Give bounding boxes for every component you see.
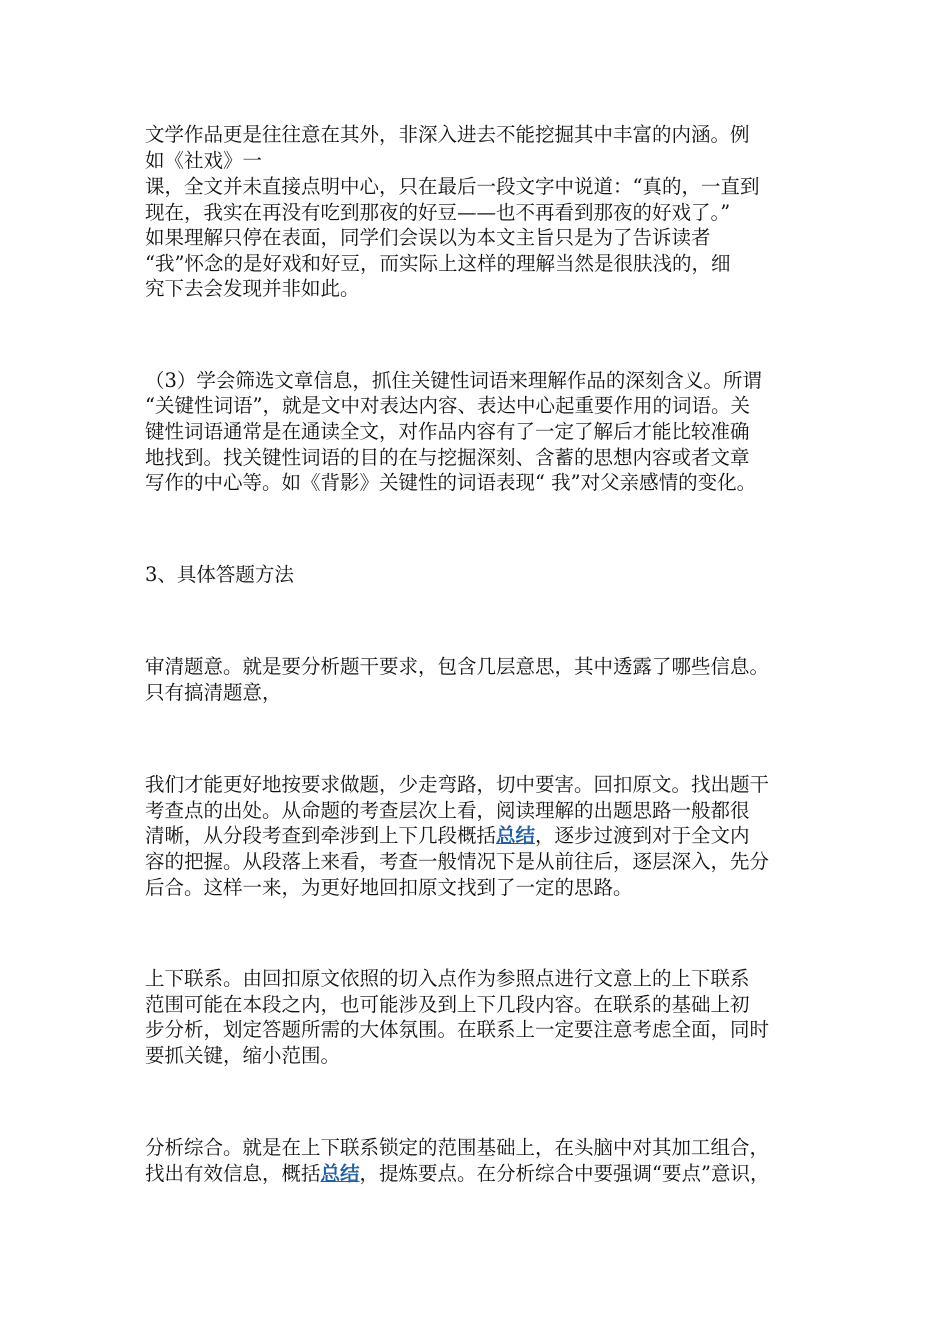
paragraph-line: “关键性词语”，就是文中对表达内容、表达中心起重要作用的词语。关	[145, 394, 750, 417]
paragraph-line: 分析综合。就是在上下联系锁定的范围基础上，在头脑中对其加工组合，	[145, 1136, 770, 1159]
summary-link[interactable]: 总结	[496, 824, 536, 847]
paragraph-line: 范围可能在本段之内，也可能涉及到上下几段内容。在联系的基础上初	[145, 993, 750, 1016]
paragraph-line: 我们才能更好地按要求做题，少走弯路，切中要害。回扣原文。找出题干	[145, 773, 770, 796]
line-text: ，逐步过渡到对于全文内	[535, 824, 750, 847]
paragraph-line: 审清题意。就是要分析题干要求，包含几层意思，其中透露了哪些信息。	[145, 655, 770, 678]
paragraph-line: 写作的中心等。如《背影》关键性的词语表现“ 我”对父亲感情的变化。	[145, 471, 757, 494]
line-text: 清晰，从分段考查到牵涉到上下几段概括	[145, 824, 497, 847]
paragraph-line: 键性词语通常是在通读全文，对作品内容有了一定了解后才能比较准确	[145, 420, 750, 443]
paragraph-line: 容的把握。从段落上来看，考查一般情况下是从前往后，逐层深入，先分	[145, 850, 770, 873]
paragraph-line: 考查点的出处。从命题的考查层次上看，阅读理解的出题思路一般都很	[145, 799, 750, 822]
paragraph-line: 究下去会发现并非如此。	[145, 277, 360, 300]
paragraph-line: 要抓关键，缩小范围。	[145, 1044, 341, 1067]
paragraph-line: （3）学会筛选文章信息，抓住关键性词语来理解作品的深刻含义。所谓	[145, 369, 762, 392]
paragraph-line: 文学作品更是往往意在其外，非深入进去不能挖掘其中丰富的内涵。例	[145, 123, 750, 146]
paragraph-line: 只有搞清题意，	[145, 681, 282, 704]
paragraph-line: 步分析，划定答题所需的大体氛围。在联系上一定要注意考虑全面，同时	[145, 1018, 770, 1041]
section-heading: 3、具体答题方法	[145, 563, 294, 586]
paragraph-line: 如《社戏》一	[145, 149, 263, 172]
line-text: 找出有效信息，概括	[145, 1162, 321, 1185]
paragraph-line: 地找到。找关键性词语的目的在与挖掘深刻、含蓄的思想内容或者文章	[145, 446, 750, 469]
paragraph-line: 现在，我实在再没有吃到那夜的好豆——也不再看到那夜的好戏了。”	[145, 201, 731, 224]
paragraph-line: 上下联系。由回扣原文依照的切入点作为参照点进行文意上的上下联系	[145, 967, 750, 990]
paragraph-line	[145, 1162, 769, 1186]
paragraph-line: “我”怀念的是好戏和好豆，而实际上这样的理解当然是很肤浅的，细	[145, 252, 731, 275]
paragraph-line: 后合。这样一来，为更好地回扣原文找到了一定的思路。	[145, 876, 633, 899]
paragraph-line: 课，全文并未直接点明中心，只在最后一段文字中说道：“真的，一直到	[145, 175, 760, 198]
summary-link[interactable]: 总结	[320, 1162, 360, 1185]
paragraph-line	[145, 824, 750, 848]
line-text: ，提炼要点。在分析综合中要强调“要点”意识，	[359, 1162, 770, 1185]
paragraph-line: 如果理解只停在表面，同学们会误以为本文主旨只是为了告诉读者	[145, 226, 711, 249]
